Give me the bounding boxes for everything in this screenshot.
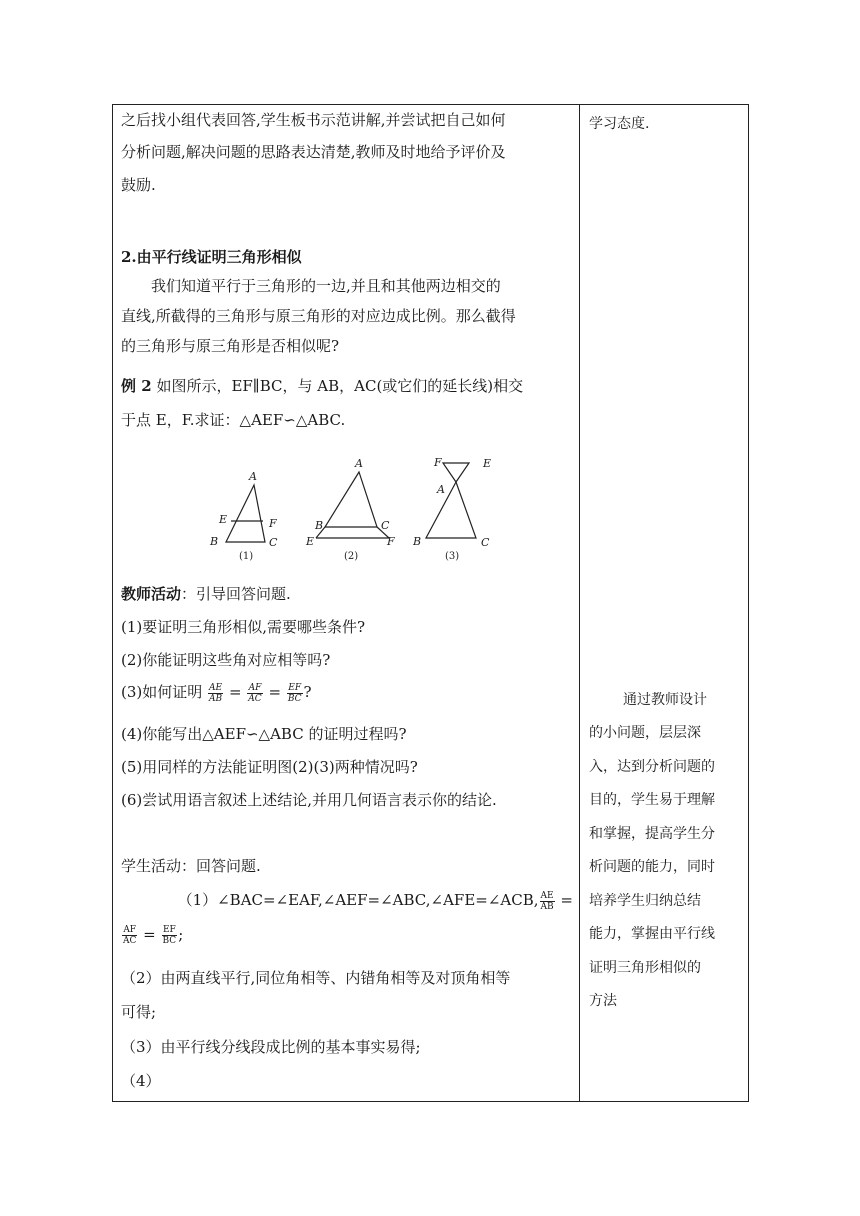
side-note-line: 析问题的能力，同时 xyxy=(589,859,715,875)
fig3-label-B: B xyxy=(413,535,422,548)
fraction: $\frac{AE}{AB}$ xyxy=(209,682,223,704)
answer-3: （3）由平行线分线段成比例的基本事实易得; xyxy=(121,1038,421,1056)
side-note-line: 入，达到分析问题的 xyxy=(589,759,715,775)
question-3 xyxy=(121,681,312,704)
example-text: 如图所示，EF∥BC，与 AB，AC(或它们的延长线)相交 xyxy=(151,377,524,395)
answer-1 xyxy=(178,889,573,912)
question-4: (4)你能写出△AEF∽△ABC 的证明过程吗? xyxy=(121,725,407,743)
example-line: 于点 E，F.求证：△AEF∽△ABC. xyxy=(121,411,346,429)
answer-4: （4） xyxy=(121,1072,161,1090)
answer-1-text: （1）∠BAC=∠EAF,∠AEF=∠ABC,∠AFE=∠ACB, xyxy=(177,891,539,909)
question-5: (5)用同样的方法能证明图(2)(3)两种情况吗? xyxy=(121,758,418,776)
answer-1-cont: $\frac{AF}{AC}$ = $\frac{EF}{BC}$ ; xyxy=(123,925,184,946)
answer-2-cont: 可得; xyxy=(121,1003,157,1021)
fig3-label-A: A xyxy=(437,483,445,496)
fraction: $\frac{EF}{BC}$ xyxy=(287,682,302,704)
side-note-line: 能力，掌握由平行线 xyxy=(589,926,715,942)
example-line xyxy=(121,375,523,396)
fig2-label-A: A xyxy=(355,457,363,470)
intro-line: 鼓励. xyxy=(121,176,156,194)
intro-line: 之后找小组代表回答,学生板书示范讲解,并尝试把自己如何 xyxy=(121,111,506,129)
side-note-line: 和掌握，提高学生分 xyxy=(589,826,715,842)
question-3-prefix: (3)如何证明 xyxy=(121,683,203,701)
question-6: (6)尝试用语言叙述上述结论,并用几何语言表示你的结论. xyxy=(121,791,497,809)
section-title: 2.由平行线证明三角形相似 xyxy=(121,248,302,266)
teacher-label: 教师活动 xyxy=(121,585,182,603)
fig1-label-B: B xyxy=(210,535,219,548)
fraction: $\frac{AF}{AC}$ xyxy=(248,682,262,704)
equals-sign: = xyxy=(560,891,573,909)
fig2-label-B: B xyxy=(315,519,324,532)
lesson-table xyxy=(112,104,749,1102)
question-1: (1)要证明三角形相似,需要哪些条件? xyxy=(121,618,366,636)
fig3-label-E: E xyxy=(483,457,492,470)
question-mark: ? xyxy=(303,683,312,701)
fig3-label-C: C xyxy=(481,536,490,549)
teacher-activity xyxy=(121,583,291,604)
fig1-label-C: C xyxy=(269,536,278,549)
equals-sign: = xyxy=(143,925,156,944)
fig2-label-E: E xyxy=(306,535,315,548)
side-note-line: 通过教师设计 xyxy=(623,692,707,708)
triangle-figures xyxy=(121,450,573,570)
fig2-label-F: F xyxy=(387,535,395,548)
side-note-line: 的小问题，层层深 xyxy=(589,725,701,741)
question-2: (2)你能证明这些角对应相等吗? xyxy=(121,651,331,669)
fig3-caption: (3) xyxy=(445,551,460,562)
fig2-label-C: C xyxy=(381,519,390,532)
side-top-note: 学习态度. xyxy=(589,116,650,132)
para-line: 直线,所截得的三角形与原三角形的对应边成比例。那么截得 xyxy=(121,307,516,325)
example-label: 例 2 xyxy=(121,377,152,395)
fig1-label-E: E xyxy=(219,513,228,526)
fig1-label-F: F xyxy=(269,517,277,530)
student-activity: 学生活动：回答问题. xyxy=(121,857,261,875)
fig3-label-F: F xyxy=(434,456,442,469)
fraction: $\frac{AE}{AB}$ xyxy=(540,890,554,912)
fig1-caption: (1) xyxy=(239,551,254,562)
side-note-line: 方法 xyxy=(589,993,617,1009)
teacher-text: ：引导回答问题. xyxy=(181,585,291,603)
para-line: 的三角形与原三角形是否相似呢? xyxy=(121,337,340,355)
side-note-line: 培养学生归纳总结 xyxy=(589,893,701,909)
fraction: $\frac{AF}{AC}$ xyxy=(123,925,137,946)
para-line: 我们知道平行于三角形的一边,并且和其他两边相交的 xyxy=(151,277,501,295)
fig1-label-A: A xyxy=(249,470,257,483)
fraction: $\frac{EF}{BC}$ xyxy=(162,925,177,946)
answer-2: （2）由两直线平行,同位角相等、内错角相等及对顶角相等 xyxy=(121,969,511,987)
fig2-caption: (2) xyxy=(344,551,359,562)
equals-sign: = xyxy=(228,683,242,701)
side-note-line: 证明三角形相似的 xyxy=(589,960,701,976)
side-note-line: 目的，学生易于理解 xyxy=(589,792,715,808)
equals-sign: = xyxy=(268,683,282,701)
column-divider xyxy=(579,105,580,1101)
intro-line: 分析问题,解决问题的思路表达清楚,教师及时地给予评价及 xyxy=(121,143,506,161)
